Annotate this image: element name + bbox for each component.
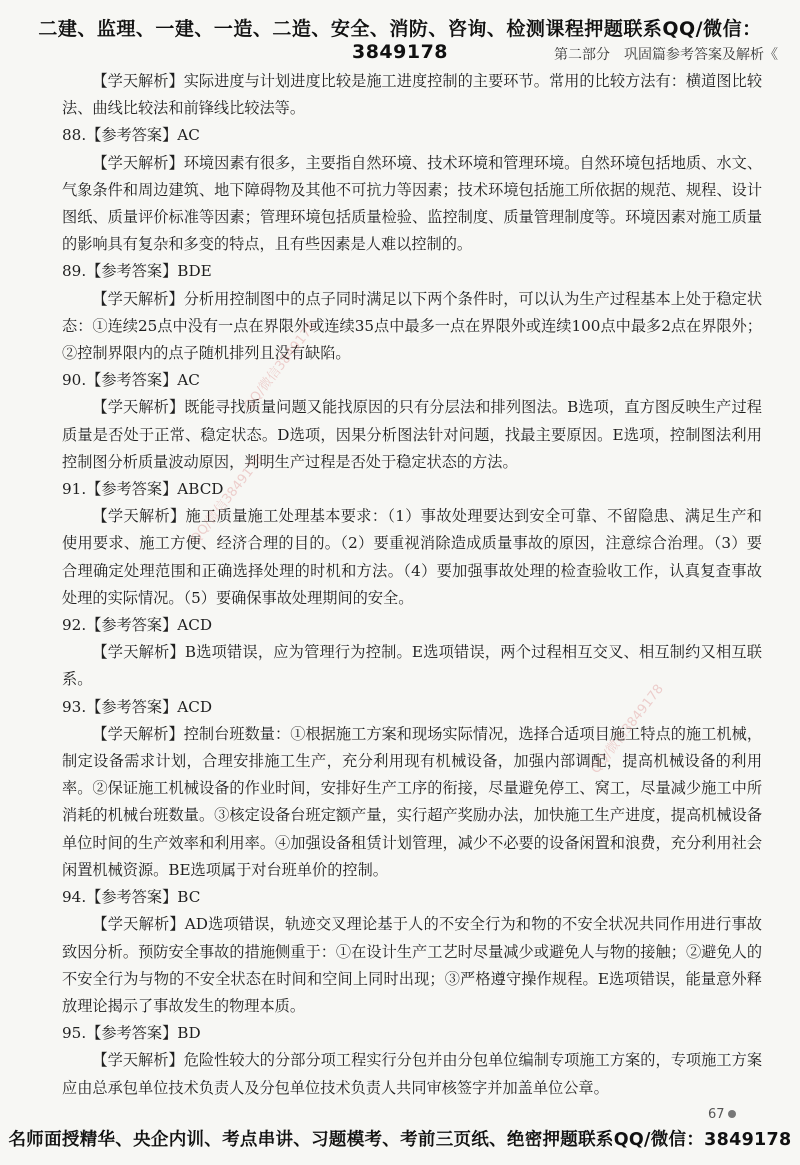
answer-line: 90.【参考答案】AC	[62, 371, 200, 390]
page-number-text: 67	[708, 1107, 725, 1122]
watermark: QQ/微信3849178	[188, 451, 267, 547]
analysis-paragraph: 【学天解析】B选项错误，应为管理行为控制。E选项错误，两个过程相互交叉、相互制约又相互联系。	[62, 643, 762, 689]
answer-line: 95.【参考答案】BD	[62, 1024, 201, 1043]
analysis-paragraph: 【学天解析】分析用控制图中的点子同时满足以下两个条件时，可以认为生产过程基本上处于稳定状态：①连续25点中没有一点在界限外或连续35点中最多一点在界限外或连续100点中最多2点在界限外；②控制界限内的点子随机排列且没有缺陷。	[62, 289, 762, 363]
analysis-paragraph: 【学天解析】环境因素有很多，主要指自然环境、技术环境和管理环境。自然环境包括地质、水文、气象条件和周边建筑、地下障碍物及其他不可抗力等因素；技术环境包括施工所依据的规范、规程、设计图纸、质量评价标准等因素；管理环境包括质量检验、监控制度、质量管理制度等。环境因素对施工质量的影响具有复杂和多变的特点，且有些因素是人难以控制的。	[62, 153, 762, 254]
bottom-banner: 名师面授精华、央企内训、考点串讲、习题模考、考前三页纸、绝密押题联系QQ/微信：3849178	[8, 1130, 792, 1150]
answer-line: 89.【参考答案】BDE	[62, 262, 212, 281]
analysis-paragraph: 【学天解析】AD选项错误，轨迹交叉理论基于人的不安全行为和物的不安全状况共同作用进行事故致因分析。预防安全事故的措施侧重于：①在设计生产工艺时尽量减少或避免人与物的接触；②避免人的不安全行为与物的不安全状态在时间和空间上同时出现；③严格遵守操作规程。E选项错误，能量意外释放理论揭示了事故发生的物理本质。	[62, 915, 762, 1015]
page-marker-icon	[728, 1110, 736, 1118]
top-banner: 二建、监理、一建、一造、二造、安全、消防、咨询、检测课程押题联系QQ/微信：3849178	[38, 18, 762, 63]
analysis-paragraph: 【学天解析】控制台班数量：①根据施工方案和现场实际情况，选择合适项目施工特点的施工机械，制定设备需求计划，合理安排施工生产，充分利用现有机械设备，加强内部调配，提高机械设备的利用率。②保证施工机械设备的作业时间，安排好生产工序的衔接，尽量避免停工、窝工，尽量减少施工中所消耗的机械台班数量。③核定设备台班定额产量，实行超产奖励办法，加快施工生产进度，提高机械设备单位时间的生产效率和利用率。④加强设备租赁计划管理，减少不必要的设备闲置和浪费，充分利用社会闲置机械资源。BE选项属于对台班单价的控制。	[62, 724, 762, 879]
answer-line: 91.【参考答案】ABCD	[62, 480, 224, 499]
watermark: QQ/微信3849178	[588, 681, 667, 777]
answer-line: 94.【参考答案】BC	[62, 888, 201, 907]
analysis-paragraph: 【学天解析】既能寻找质量问题又能找原因的只有分层法和排列图法。B选项，直方图反映生产过程质量是否处于正常、稳定状态。D选项，因果分析图法针对问题，找最主要原因。E选项，控制图法利用控制图分析质量波动原因，判明生产过程是否处于稳定状态的方法。	[62, 398, 762, 471]
running-head: 第二部分 巩固篇参考答案及解析《	[554, 47, 778, 63]
analysis-paragraph: 【学天解析】施工质量施工处理基本要求：（1）事故处理要达到安全可靠、不留隐患、满足生产和使用要求、施工方便、经济合理的目的。（2）要重视消除造成质量事故的原因，注意综合治理。（3）要合理确定处理范围和正确选择处理的时机和方法。（4）要加强事故处理的检查验收工作，认真复查事故处理的实际情况。（5）要确保事故处理期间的安全。	[62, 507, 762, 607]
answer-line: 93.【参考答案】ACD	[62, 697, 213, 716]
page-number	[708, 1107, 736, 1122]
watermark: QQ/微信3849178	[241, 318, 320, 414]
analysis-paragraph: 【学天解析】危险性较大的分部分项工程实行分包并由分包单位编制专项施工方案的，专项施工方案应由总承包单位技术负责人及分包单位技术负责人共同审核签字并加盖单位公章。	[62, 1051, 762, 1097]
answer-line: 92.【参考答案】ACD	[62, 616, 213, 635]
answer-content	[62, 68, 762, 1102]
analysis-paragraph: 【学天解析】实际进度与计划进度比较是施工进度控制的主要环节。常用的比较方法有：横道图比较法、曲线比较法和前锋线比较法等。	[62, 72, 762, 118]
answer-line: 88.【参考答案】AC	[62, 126, 200, 145]
